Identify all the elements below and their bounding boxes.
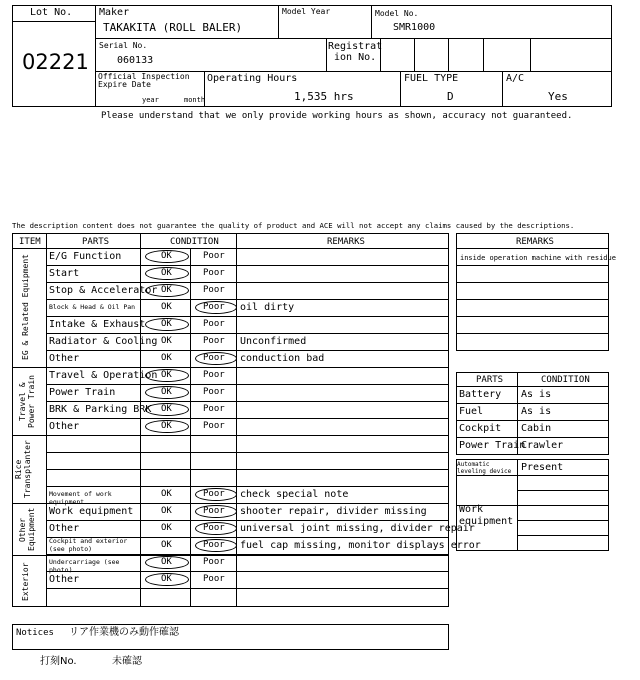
poor-circle-mark [195,505,237,518]
poor-circle-mark [195,301,237,314]
row-part: Undercarriage (see photo) [49,558,120,574]
row-remark: conduction bad [240,353,325,364]
row-part: Other [49,353,80,364]
ok-circle-mark [145,403,189,416]
condition-header: CONDITION [170,237,219,247]
item-header: ITEM [19,237,41,247]
group-label-travel: Travel & Power Train [18,375,36,428]
notices-label: Notices [16,628,54,638]
table-row [46,452,449,469]
maker-label: Maker [99,7,130,18]
divider [95,38,612,39]
ok-option: OK [161,285,172,295]
serial-no-value: 060133 [117,55,154,66]
registration-label: Registrat [328,41,383,52]
lot-no-label: Lot No. [30,7,73,18]
table-row [46,367,449,384]
right-condition-header: CONDITION [541,375,590,385]
poor-option: Poor [203,557,225,567]
row-part: BRK & Parking BRK [49,404,152,415]
auto-level-value: Present [521,462,564,473]
divider [517,520,609,521]
poor-option: Poor [203,370,225,380]
ok-circle-mark [145,250,189,263]
ok-option: OK [161,268,172,278]
ok-option: OK [161,506,172,516]
ok-option: OK [161,574,172,584]
right-part-condition: As is [521,406,552,417]
parts-header: PARTS [82,237,110,247]
ok-circle-mark [145,369,189,382]
table-row [46,384,449,401]
ac-label: A/C [506,73,525,84]
stamp-label: 打刻No. [40,656,77,667]
right-part-name: Power Train [459,440,526,451]
poor-circle-mark [195,539,237,552]
table-row [46,554,449,574]
row-part: E/G Function [49,251,122,262]
poor-option: Poor [203,336,225,346]
ok-circle-mark [145,284,189,297]
operating-hours-label: Operating Hours [207,73,298,84]
right-parts-header: PARTS [476,375,504,385]
divider [517,490,609,491]
poor-option: Poor [203,574,225,584]
table-row [46,571,449,588]
stamp-value: 未確認 [112,656,142,667]
poor-circle-mark [195,352,237,365]
group-label-exterior: Exterior [21,562,30,601]
table-row [46,265,449,282]
divider [456,316,609,317]
poor-option: Poor [203,251,225,261]
maker-value: TAKAKITA (ROLL BALER) [103,21,243,34]
poor-circle-mark [195,488,237,501]
ok-option: OK [161,370,172,380]
row-remark: fuel cap missing, monitor displays error [240,540,481,551]
poor-option: Poor [203,540,225,550]
fuel-type-value: D [447,90,454,103]
table-row [46,537,481,554]
group-label-other: Other Equipment [18,507,36,552]
row-part: Other [49,574,80,585]
row-part: Other [49,523,80,534]
poor-option: Poor [203,506,225,516]
auto-level-label: Automatic leveling device [457,461,512,475]
ok-option: OK [161,319,172,329]
poor-option: Poor [203,404,225,414]
divider [456,248,609,249]
poor-circle-mark [195,522,237,535]
fuel-type-label: FUEL TYPE [404,73,459,84]
ok-circle-mark [145,318,189,331]
inspection-label: Official Inspection [98,72,190,81]
ok-option: OK [161,302,172,312]
row-part: Start [49,268,80,279]
table-row [46,350,449,367]
right-remarks-line: inside operation machine with residue [460,254,616,262]
remarks-header: REMARKS [327,237,365,247]
poor-option: Poor [203,319,225,329]
poor-option: Poor [203,421,225,431]
divider [517,535,609,536]
table-row [46,503,449,520]
ok-option: OK [161,353,172,363]
ok-circle-mark [145,573,189,586]
divider [456,333,609,334]
divider [326,38,327,71]
ok-option: OK [161,557,172,567]
table-row [46,248,449,265]
poor-option: Poor [203,285,225,295]
group-label-rice: Rice Transplanter [14,440,32,499]
table-row [46,282,449,299]
row-part: Intake & Exhaust [49,319,146,330]
table-row [46,299,449,316]
ac-value: Yes [548,90,568,103]
right-part-name: Cockpit [459,423,502,434]
month-label: month [184,96,206,104]
operating-hours-value: 1,535 hrs [294,90,354,103]
poor-option: Poor [203,353,225,363]
model-no-value: SMR1000 [393,22,436,33]
right-remarks-header: REMARKS [516,237,554,247]
model-no-label: Model No. [375,9,419,18]
row-part: Power Train [49,387,116,398]
right-part-condition: Cabin [521,423,552,434]
divider [12,21,95,22]
divider [530,38,531,71]
ok-option: OK [161,540,172,550]
group-label-eg: EG & Related Equipment [21,254,30,361]
divider [483,38,484,71]
table-row [46,435,449,452]
poor-option: Poor [203,523,225,533]
description-disclaimer: The description content does not guarantee the quality of product and ACE will not accept any claims caused by the descriptions. [12,221,575,230]
row-remark: check special note [240,489,349,500]
registration-label-2: ion No. [334,52,377,63]
divider [456,475,609,476]
row-part: Travel & Operation [49,370,158,381]
right-part-condition: As is [521,389,552,400]
divider [456,265,609,266]
row-part: Work equipment [49,506,134,517]
table-row [46,333,449,350]
divider [278,5,279,38]
table-row [46,520,475,537]
ok-circle-mark [145,420,189,433]
inspection-label-2: Expire Date [98,80,151,89]
serial-no-label: Serial No. [99,41,148,50]
table-row [46,401,449,418]
ok-circle-mark [145,386,189,399]
table-row [46,486,449,506]
divider [502,71,503,107]
work-equipment-label: Work equipment [459,504,514,527]
poor-option: Poor [203,387,225,397]
poor-option: Poor [203,302,225,312]
ok-option: OK [161,489,172,499]
row-remark: universal joint missing, divider repair [240,523,475,534]
row-remark: Unconfirmed [240,336,307,347]
ok-circle-mark [145,267,189,280]
divider [371,5,372,38]
divider [456,282,609,283]
divider [456,299,609,300]
divider [414,38,415,71]
row-part: Block & Head & Oil Pan [49,303,136,311]
ok-option: OK [161,387,172,397]
ok-option: OK [161,404,172,414]
ok-circle-mark [145,556,189,569]
year-label: year [142,96,159,104]
divider [400,71,401,107]
ok-option: OK [161,251,172,261]
table-row [46,469,449,486]
ok-option: OK [161,523,172,533]
row-part: Stop & Accelerator [49,285,158,296]
row-part: Cockpit and exterior (see photo) [49,537,128,553]
divider [95,5,96,107]
model-year-label: Model Year [282,7,331,16]
notices-text: リア作業機のみ動作確認 [69,627,179,638]
hours-disclaimer: Please understand that we only provide working hours as shown, accuracy not guaranteed. [101,111,573,121]
right-part-condition: Crawler [521,440,564,451]
right-part-name: Fuel [459,406,484,417]
row-remark: oil dirty [240,302,295,313]
lot-no-value: 02221 [22,50,89,74]
row-divider [46,588,449,589]
row-part: Movement of work equipment [49,490,112,506]
row-part: Other [49,421,80,432]
right-part-name: Battery [459,389,502,400]
poor-option: Poor [203,268,225,278]
divider [448,38,449,71]
ok-option: OK [161,336,172,346]
row-remark: shooter repair, divider missing [240,506,427,517]
ok-option: OK [161,421,172,431]
table-row [46,418,449,435]
table-row [46,316,449,333]
row-part: Radiator & Cooling [49,336,158,347]
poor-option: Poor [203,489,225,499]
